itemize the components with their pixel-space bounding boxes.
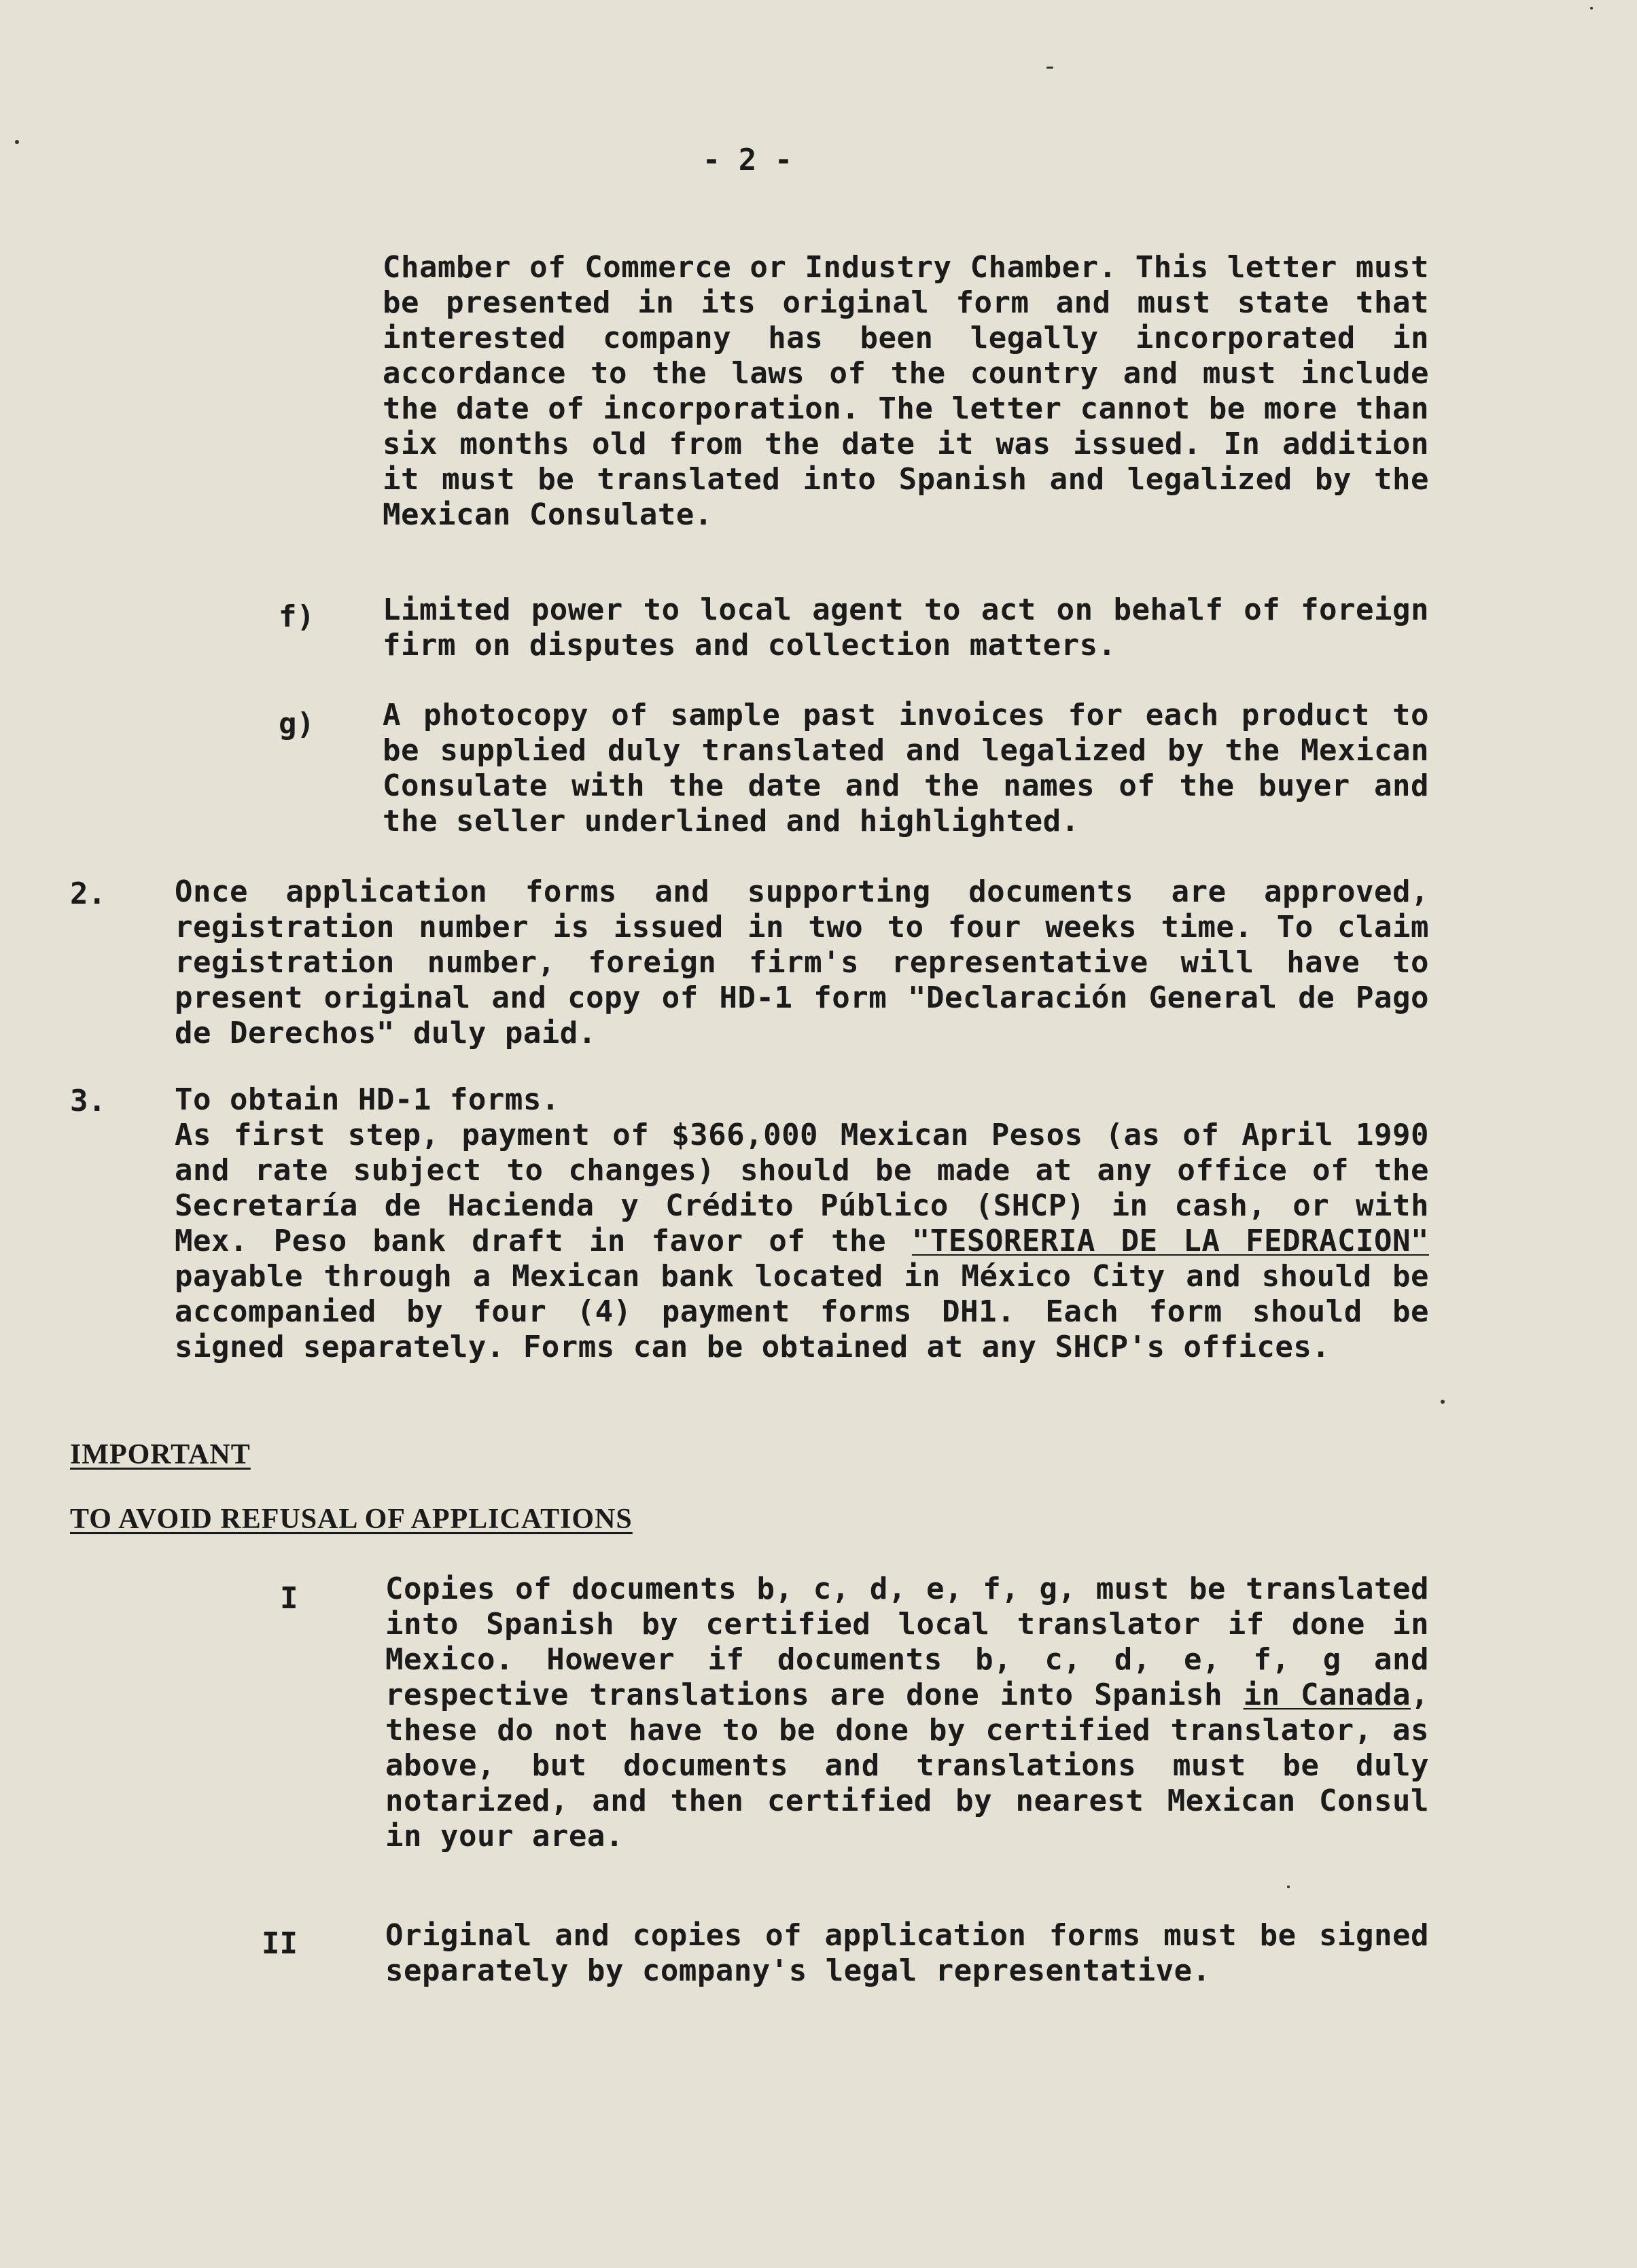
roman-text-i-end: , these do not have to be done by certified translator, as above, but documents and translations must be duly notarized, and then certified by nearest Mexican Consul in your area. — [385, 1678, 1429, 1854]
item-text-g: A photocopy of sample past invoices for each product to be supplied duly translated and legalized by the Mexican Consulate with the date and the names of the buyer and the seller underlined and highlighted. — [383, 698, 1429, 838]
numbered-body-3-end: payable through a Mexican bank located in México City and should be accompanied by four (4) payment forms DH1. Each form should be signed separately. Forms can be obtained at any SHCP's offices. — [175, 1259, 1429, 1364]
numbered-text-3 — [175, 1082, 1429, 1365]
continuation-paragraph: Chamber of Commerce or Industry Chamber. This letter must be presented in its original form and must state that interested company has been legally incorporated in accordance to the laws of the country and must include the date of incorporation. The letter cannot be more than six months old from the date it was issued. In addition it must be translated into Spanish and legalized by the Mexican Consulate. — [383, 250, 1429, 532]
numbered-marker-2: 2. — [70, 876, 106, 911]
numbered-marker-3: 3. — [70, 1084, 106, 1118]
scan-speck — [15, 140, 19, 144]
item-text-f: Limited power to local agent to act on behalf of foreign firm on disputes and collection matters. — [383, 592, 1429, 662]
in-canada-underlined: in Canada — [1243, 1678, 1411, 1712]
avoid-refusal-heading: TO AVOID REFUSAL OF APPLICATIONS — [70, 1504, 633, 1535]
numbered-intro-3: To obtain HD-1 forms. — [175, 1082, 560, 1117]
roman-text-ii: Original and copies of application forms must be signed separately by company's legal representative. — [385, 1918, 1429, 1988]
numbered-body-3-start: As first step, payment of $366,000 Mexican Pesos (as of April 1990 and rate subject to changes) should be made at any office of the Secretaría de Hacienda y Crédito Público (SHCP) in cash, or with Mex. Peso bank draft in favor of the — [175, 1118, 1429, 1258]
item-marker-g: g) — [279, 707, 315, 741]
roman-marker-i: I — [280, 1581, 298, 1616]
roman-marker-ii: II — [262, 1926, 298, 1961]
scan-speck — [1590, 7, 1593, 10]
scan-speck — [1441, 1400, 1445, 1404]
scan-speck — [1046, 67, 1053, 69]
page-number: - 2 - — [702, 143, 793, 177]
numbered-body-3 — [175, 1118, 1429, 1365]
tesoreria-underlined: "TESORERIA DE LA FEDRACION" — [911, 1224, 1429, 1258]
roman-text-i — [385, 1572, 1429, 1854]
numbered-text-2: Once application forms and supporting documents are approved, registration number is issued in two to four weeks time. To claim registration number, foreign firm's representative will have to present original and copy of HD-1 form "Declaración General de Pago de Derechos" duly paid. — [175, 874, 1429, 1050]
important-heading: IMPORTANT — [70, 1439, 251, 1470]
item-marker-f: f) — [279, 599, 315, 634]
roman-text-i-start: Copies of documents b, c, d, e, f, g, must be translated into Spanish by certified local translator if done in Mexico. However if documents b, c, d, e, f, g and respective translations are done into Spanish — [385, 1572, 1429, 1712]
scan-speck — [1287, 1885, 1290, 1888]
